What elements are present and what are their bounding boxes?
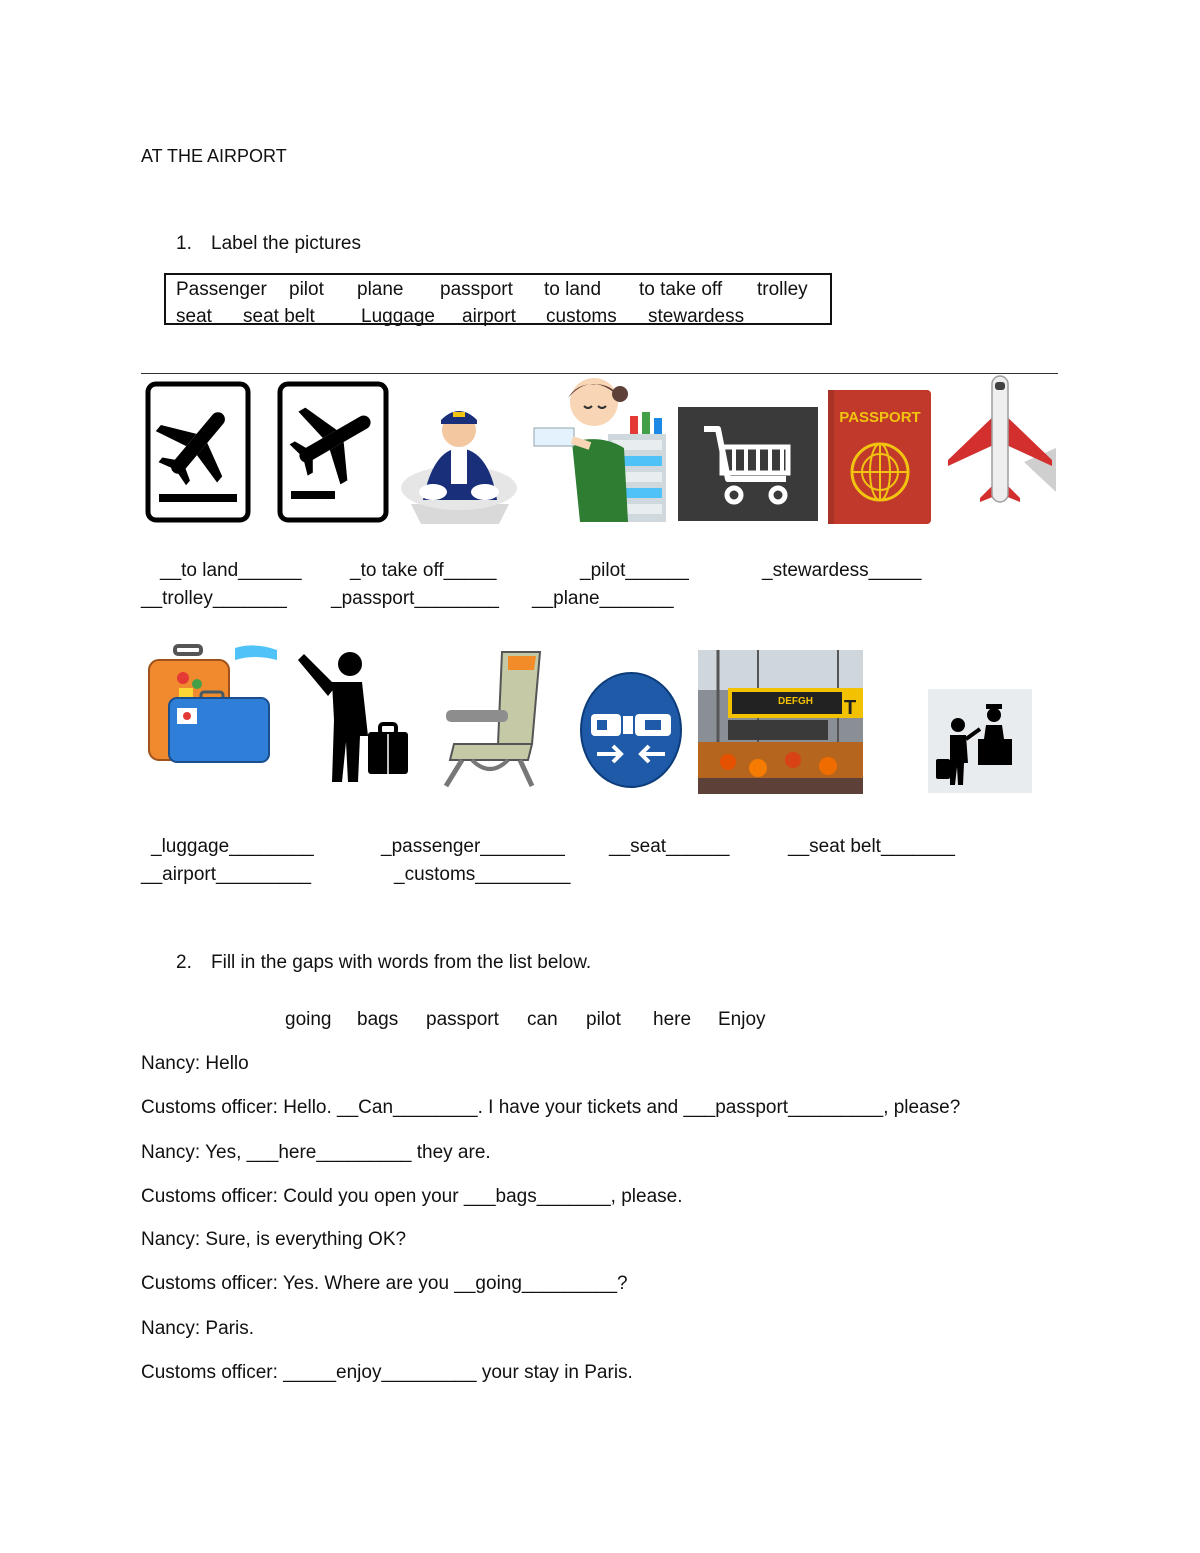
word-bank-item: pilot: [289, 279, 324, 300]
passenger-icon: [296, 650, 412, 784]
dialogue-line: Nancy: Sure, is everything OK?: [141, 1229, 407, 1250]
word-bank-item: stewardess: [648, 306, 745, 327]
answer-label: __airport_________: [141, 864, 312, 885]
answer-label: __seat______: [609, 836, 730, 857]
word-bank-item: airport: [462, 306, 516, 327]
seat-illustration: [432, 648, 548, 788]
answer-label: _passenger________: [381, 836, 565, 857]
answer-label: _stewardess_____: [762, 560, 922, 581]
gap-word: bags: [357, 1009, 399, 1030]
exercise1-number: 1.: [176, 233, 192, 254]
word-bank-item: plane: [357, 279, 404, 300]
departures-icon: [277, 381, 389, 523]
answer-label: __trolley_______: [141, 588, 287, 609]
seat-belt-sign: [579, 670, 684, 790]
dialogue-line: Nancy: Paris.: [141, 1318, 254, 1339]
answer-label: _to take off_____: [350, 560, 497, 581]
gap-word: pilot: [586, 1009, 621, 1030]
separator-line: [141, 373, 1058, 374]
trolley-icon: [678, 407, 818, 521]
dialogue-line: Customs officer: _____enjoy_________ your stay in Paris.: [141, 1362, 633, 1383]
customs-icon: [928, 689, 1032, 793]
word-bank-item: seat belt: [243, 306, 315, 327]
dialogue-line: Nancy: Yes, ___here_________ they are.: [141, 1142, 491, 1163]
passport-illustration: [828, 390, 931, 524]
plane-illustration: [944, 374, 1056, 506]
pilot-illustration: [393, 400, 525, 526]
dialogue-line: Nancy: Hello: [141, 1053, 249, 1074]
answer-label: __to land______: [160, 560, 302, 581]
exercise1-heading: Label the pictures: [211, 233, 361, 254]
arrivals-icon: [145, 381, 251, 523]
word-bank-item: Passenger: [176, 279, 267, 300]
luggage-illustration: [143, 642, 277, 766]
dialogue-line: Customs officer: Yes. Where are you __going_________?: [141, 1273, 628, 1294]
svg-text:PASSPORT: PASSPORT: [839, 409, 921, 426]
answer-label: __seat belt_______: [788, 836, 955, 857]
word-bank-item: to take off: [639, 279, 723, 300]
gap-word: Enjoy: [718, 1009, 766, 1030]
answer-label: _passport________: [331, 588, 499, 609]
gap-word: passport: [426, 1009, 499, 1030]
gap-word: going: [285, 1009, 332, 1030]
word-bank-item: seat: [176, 306, 212, 327]
answer-label: _luggage________: [151, 836, 314, 857]
word-bank-item: passport: [440, 279, 513, 300]
word-bank-item: Luggage: [361, 306, 435, 327]
gap-word: here: [653, 1009, 692, 1030]
svg-text:DEFGH: DEFGH: [778, 696, 813, 707]
word-bank-item: trolley: [757, 279, 808, 300]
exercise2-number: 2.: [176, 952, 192, 973]
svg-text:T: T: [844, 697, 857, 719]
answer-label: _pilot______: [580, 560, 689, 581]
stewardess-illustration: [532, 376, 674, 522]
answer-label: __plane_______: [532, 588, 674, 609]
dialogue-line: Customs officer: Could you open your ___bags_______, please.: [141, 1186, 683, 1207]
answer-label: _customs_________: [394, 864, 571, 885]
word-bank-item: customs: [546, 306, 617, 327]
airport-photo: [698, 650, 863, 794]
dialogue-line: Customs officer: Hello. __Can________. I have your tickets and ___passport_________, please?: [141, 1097, 961, 1118]
word-bank-item: to land: [544, 279, 602, 300]
exercise2-heading: Fill in the gaps with words from the list below.: [211, 952, 592, 973]
gap-word: can: [527, 1009, 558, 1030]
page-title: AT THE AIRPORT: [141, 146, 287, 166]
